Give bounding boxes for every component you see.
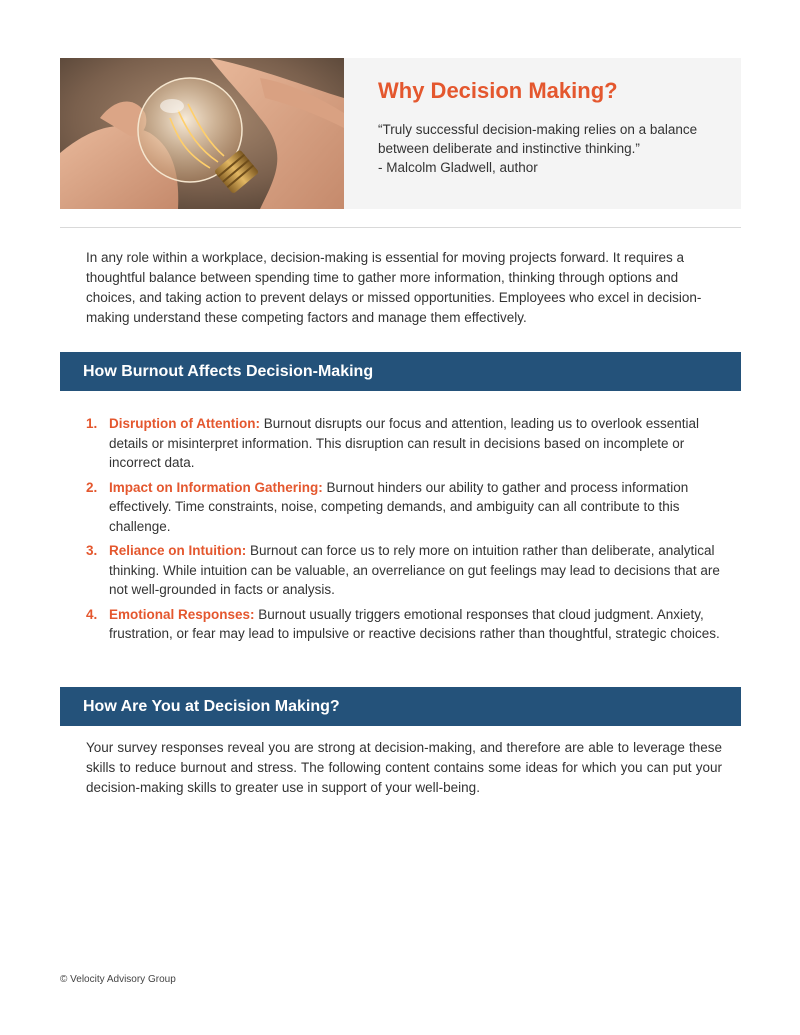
factor-label: Emotional Responses: [109, 606, 255, 622]
light-bulb-photo [60, 58, 344, 209]
factor-text: Burnout hinders our ability to gather and process information effectively. Time constraints, noise, competing demands, and ambiguity can all contribute to this challenge. [109, 479, 689, 534]
factor-label: Reliance on Intuition: [109, 543, 247, 558]
factor-text: Burnout usually triggers emotional responses that cloud judgment. Anxiety, frustration, or fear may lead to impulsive or reactive decisions rather than thoughtful, strategic choices. [109, 606, 720, 641]
burnout-factor-list [86, 414, 722, 649]
survey-paragraph: Your survey responses reveal you are strong at decision-making, and therefore are able to leverage these skills to reduce burnout and stress. The following content contains some ideas for which you can put your decision-making skills to greater use in support of your well-being. [86, 740, 722, 795]
list-item [86, 541, 722, 600]
hero-section [60, 58, 741, 209]
quote [378, 120, 728, 177]
list-number: 1. [86, 416, 98, 431]
survey-section-heading: How Are You at Decision Making? [60, 687, 741, 726]
list-number: 4. [86, 606, 98, 622]
list-number: 3. [86, 543, 98, 558]
quote-line: between deliberate and instinctive thinking.” [378, 141, 640, 156]
factor-text: Burnout disrupts our focus and attention, leading us to overlook essential details or misinterpret information. This disruption can result in decisions based on incomplete or incorrect data. [109, 416, 699, 470]
quote-line: “Truly successful decision-making relies on a balance [378, 122, 698, 137]
divider [60, 227, 741, 228]
list-item [86, 605, 722, 644]
page-title: Why Decision Making? [378, 78, 618, 103]
list-number: 2. [86, 479, 98, 495]
factor-label: Disruption of Attention: [109, 416, 260, 431]
list-item [86, 478, 722, 537]
factor-text: Burnout can force us to rely more on intuition rather than deliberate, analytical thinking. While intuition can be valuable, an overreliance on gut feelings may lead to decisions that are not well-grounded in facts or analysis. [109, 543, 720, 597]
copyright-footer: © Velocity Advisory Group [60, 974, 176, 985]
factor-label: Impact on Information Gathering: [109, 479, 323, 495]
burnout-section-heading: How Burnout Affects Decision-Making [60, 352, 741, 391]
hero-text [378, 76, 728, 177]
quote-attribution: - Malcolm Gladwell, author [378, 160, 538, 175]
list-item [86, 414, 722, 473]
intro-paragraph: In any role within a workplace, decision-making is essential for moving projects forward. It requires a thoughtful balance between spending time to gather more information, thinking through options and choices, and taking action to prevent delays or missed opportunities. Employees who excel in decision-making understand these competing factors and manage them effectively. [86, 250, 702, 325]
